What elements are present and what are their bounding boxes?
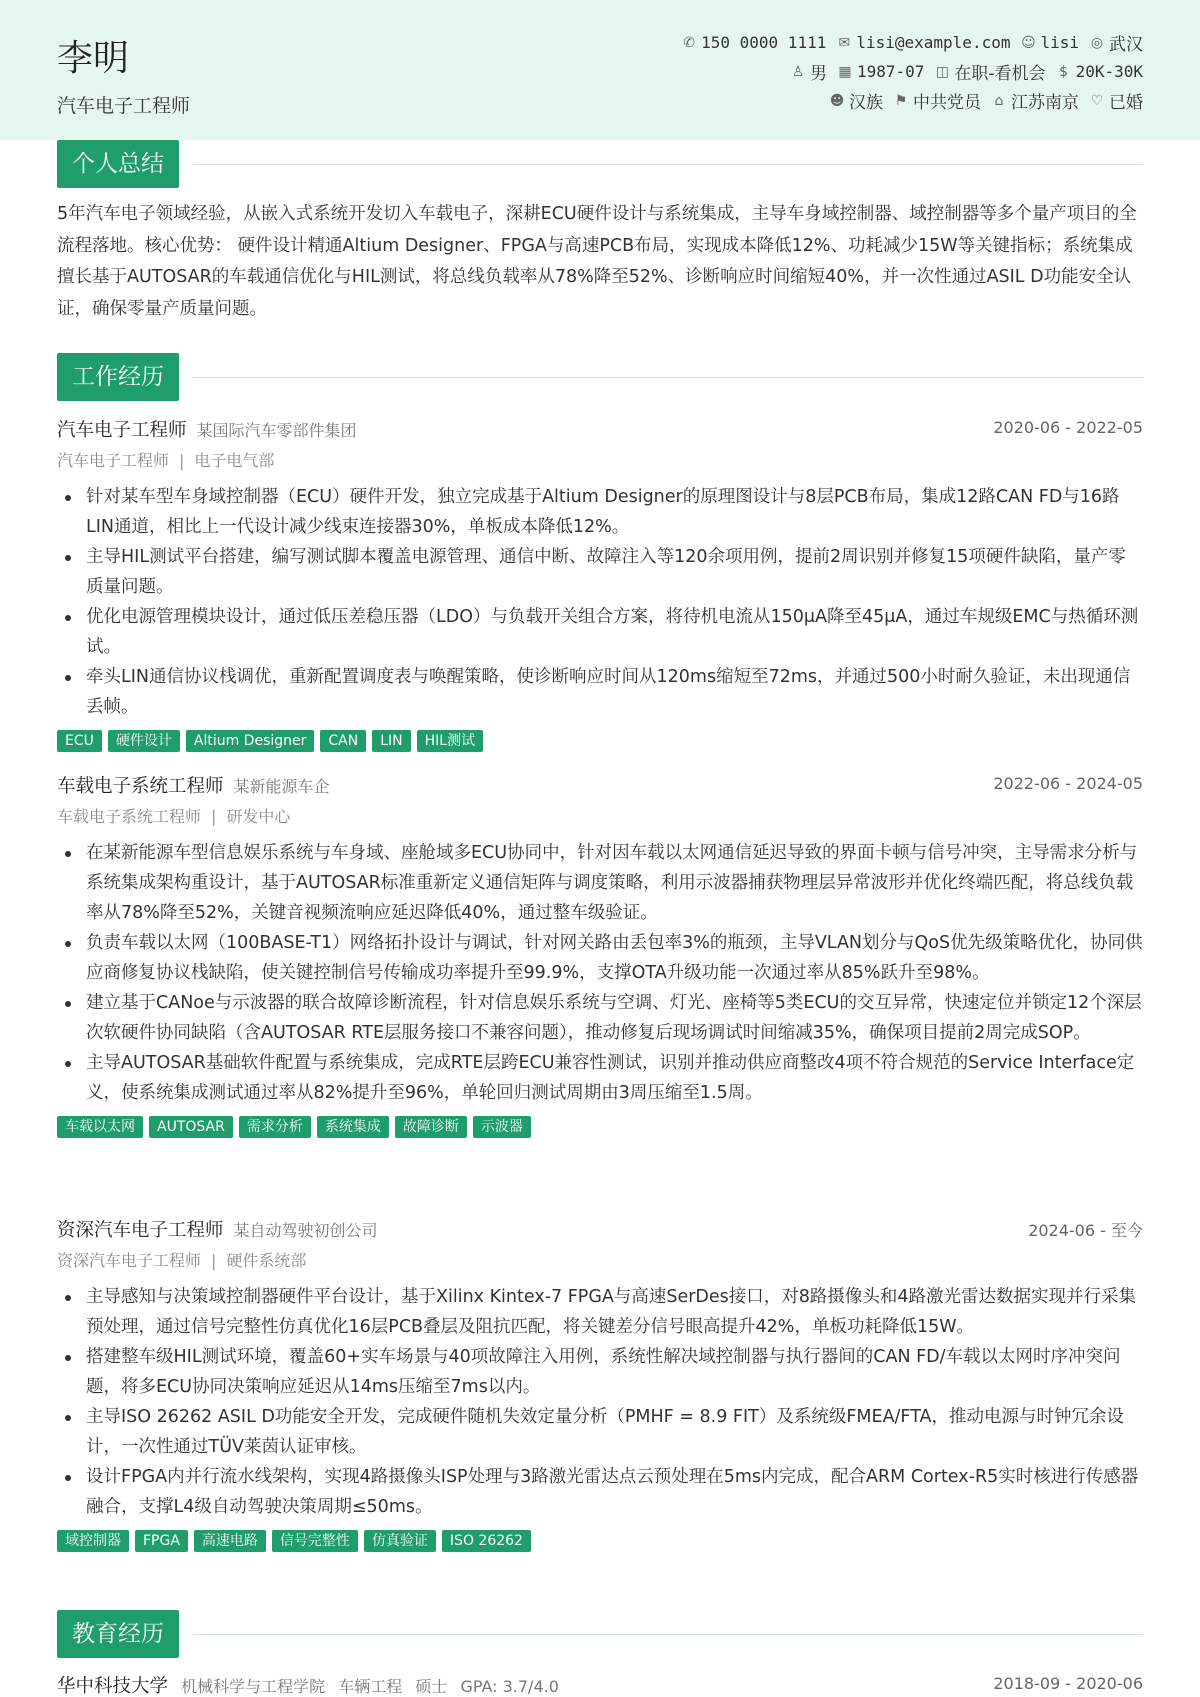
job-bullet: 搭建整车级HIL测试环境，覆盖60+实车场景与40项故障注入用例，系统性解决域控制器与执行器间的CAN FD/车载以太网时序冲突问题，将多ECU协同决策响应延迟从14ms压缩至7ms以内。 xyxy=(57,1342,1143,1402)
edu-date: 2018-09 - 2020-06 xyxy=(993,1674,1143,1693)
job-role: 车载电子系统工程师 xyxy=(57,776,224,797)
politics-value: 中共党员 xyxy=(913,93,981,113)
wechat-value: lisi xyxy=(1040,33,1079,52)
skill-tag: Altium Designer xyxy=(186,730,315,752)
wechat-item xyxy=(1020,33,1079,52)
email-item xyxy=(836,33,1010,52)
email-value: lisi@example.com xyxy=(856,33,1011,52)
ethnicity-value: 汉族 xyxy=(849,93,883,113)
skill-tag: FPGA xyxy=(135,1530,188,1552)
summary-heading-label: 个人总结 xyxy=(57,140,179,188)
people-icon: ☻ xyxy=(829,92,845,109)
separator: | xyxy=(179,451,185,470)
hometown-value: 江苏南京 xyxy=(1011,93,1079,113)
job-position: 汽车电子工程师 xyxy=(57,451,170,470)
job-bullets xyxy=(57,1282,1143,1522)
education-entry xyxy=(57,1672,1143,1697)
skill-tag: 故障诊断 xyxy=(395,1116,467,1138)
job-bullets xyxy=(57,482,1143,722)
ethnicity-item xyxy=(829,88,883,113)
hometown-item xyxy=(991,88,1079,113)
gender-item xyxy=(790,59,827,84)
job-entry xyxy=(57,416,1143,752)
skill-tag: LIN xyxy=(372,730,410,752)
flag-icon: ⚑ xyxy=(894,92,908,109)
job-header xyxy=(57,772,1143,802)
location-pin-icon: ◎ xyxy=(1090,34,1104,51)
job-date: 2024-06 - 至今 xyxy=(1028,1221,1143,1240)
heart-icon: ♡ xyxy=(1090,92,1104,109)
skill-tag: AUTOSAR xyxy=(149,1116,233,1138)
job-bullet: 负责车载以太网（100BASE-T1）网络拓扑设计与调试，针对网关路由丢包率3%的瓶颈，主导VLAN划分与QoS优先级策略优化，协同供应商修复协议栈缺陷，使关键控制信号传输成功率提升至99.9%，支撑OTA升级功能一次通过率从85%跃升至98%。 xyxy=(57,928,1143,988)
job-subline xyxy=(57,802,1143,832)
skill-tag: ECU xyxy=(57,730,102,752)
job-bullet: 优化电源管理模块设计，通过低压差稳压器（LDO）与负载开关组合方案，将待机电流从150μA降至45μA，通过车规级EMC与热循环测试。 xyxy=(57,602,1143,662)
marital-item xyxy=(1089,88,1143,113)
status-item xyxy=(934,59,1045,84)
separator: | xyxy=(211,1251,217,1270)
summary-section-heading xyxy=(57,140,1143,188)
work-section-heading xyxy=(57,353,1143,401)
resume-header xyxy=(0,0,1200,140)
education-section-heading xyxy=(57,1610,1143,1658)
marital-value: 已婚 xyxy=(1109,93,1143,113)
job-department: 电子电气部 xyxy=(194,451,275,470)
mail-icon: ✉ xyxy=(838,34,851,51)
contact-row xyxy=(681,30,1143,55)
job-header xyxy=(57,416,1143,446)
job-entry xyxy=(57,1216,1143,1552)
skill-tag: 示波器 xyxy=(473,1116,531,1138)
birth-item xyxy=(837,62,924,81)
birth-value: 1987-07 xyxy=(856,62,925,81)
candidate-name: 李明 xyxy=(57,38,130,79)
job-subline xyxy=(57,446,1143,476)
job-bullets xyxy=(57,838,1143,1108)
phone-item xyxy=(681,33,826,52)
politics-item xyxy=(893,88,981,113)
money-icon: $ xyxy=(1059,63,1069,80)
salary-value: 20K-30K xyxy=(1075,62,1143,81)
gender-value: 男 xyxy=(809,64,827,84)
job-role: 资深汽车电子工程师 xyxy=(57,1220,224,1241)
job-entry xyxy=(57,772,1143,1138)
job-header xyxy=(57,1216,1143,1246)
separator: | xyxy=(211,807,217,826)
skill-tag: 车载以太网 xyxy=(57,1116,143,1138)
job-department: 研发中心 xyxy=(226,807,291,826)
section-divider xyxy=(193,164,1143,165)
education-heading-label: 教育经历 xyxy=(57,1610,179,1658)
briefcase-icon: ◫ xyxy=(935,63,950,80)
skill-tag: 高速电路 xyxy=(194,1530,266,1552)
job-department: 硬件系统部 xyxy=(226,1251,307,1270)
skill-tag: ISO 26262 xyxy=(442,1530,531,1552)
job-bullet: 设计FPGA内并行流水线架构，实现4路摄像头ISP处理与3路激光雷达点云预处理在5ms内完成，配合ARM Cortex-R5实时核进行传感器融合，支撑L4级自动驾驶决策周期≤50ms。 xyxy=(57,1462,1143,1522)
section-divider xyxy=(193,377,1143,378)
skill-tags xyxy=(57,1116,1143,1138)
home-icon: ⌂ xyxy=(994,92,1004,109)
job-role: 汽车电子工程师 xyxy=(57,420,187,441)
job-bullet: 针对某车型车身域控制器（ECU）硬件开发，独立完成基于Altium Designer的原理图设计与8层PCB布局，集成12路CAN FD与16路LIN通道，相比上一代设计减少线束连接器30%，单板成本降低12%。 xyxy=(57,482,1143,542)
job-subline xyxy=(57,1246,1143,1276)
job-bullet: 主导ISO 26262 ASIL D功能安全开发，完成硬件随机失效定量分析（PMHF = 8.9 FIT）及系统级FMEA/FTA，推动电源与时钟冗余设计，一次性通过TÜV莱茵认证审核。 xyxy=(57,1402,1143,1462)
work-heading-label: 工作经历 xyxy=(57,353,179,401)
candidate-title: 汽车电子工程师 xyxy=(57,95,191,117)
edu-major: 车辆工程 xyxy=(338,1677,403,1696)
section-divider xyxy=(193,1634,1143,1635)
job-bullet: 主导AUTOSAR基础软件配置与系统集成，完成RTE层跨ECU兼容性测试，识别并推动供应商整改4项不符合规范的Service Interface定义，使系统集成测试通过率从82%提升至96%，单轮回归测试周期由3周压缩至1.5周。 xyxy=(57,1048,1143,1108)
calendar-icon: ▦ xyxy=(838,63,852,80)
edu-degree: 硕士 xyxy=(415,1677,448,1696)
job-company: 某新能源车企 xyxy=(233,777,330,796)
skill-tag: 需求分析 xyxy=(239,1116,311,1138)
phone-icon: ✆ xyxy=(683,34,695,51)
job-position: 车载电子系统工程师 xyxy=(57,807,202,826)
skill-tags xyxy=(57,730,1143,752)
skill-tag: CAN xyxy=(320,730,366,752)
wechat-icon: ☺ xyxy=(1021,34,1036,51)
edu-gpa: GPA: 3.7/4.0 xyxy=(460,1677,559,1696)
job-bullet: 牵头LIN通信协议栈调优，重新配置调度表与唤醒策略，使诊断响应时间从120ms缩短至72ms，并通过500小时耐久验证，未出现通信丢帧。 xyxy=(57,662,1143,722)
job-position: 资深汽车电子工程师 xyxy=(57,1251,202,1270)
status-value: 在职-看机会 xyxy=(954,64,1046,84)
skill-tag: 信号完整性 xyxy=(272,1530,358,1552)
salary-item xyxy=(1056,62,1143,81)
edu-school: 华中科技大学 xyxy=(57,1676,169,1697)
job-date: 2022-06 - 2024-05 xyxy=(993,774,1143,793)
person-icon: ♙ xyxy=(791,63,805,80)
job-bullet: 主导HIL测试平台搭建，编写测试脚本覆盖电源管理、通信中断、故障注入等120余项用例，提前2周识别并修复15项硬件缺陷，量产零质量问题。 xyxy=(57,542,1143,602)
job-company: 某国际汽车零部件集团 xyxy=(196,421,357,440)
job-bullet: 建立基于CANoe与示波器的联合故障诊断流程，针对信息娱乐系统与空调、灯光、座椅等5类ECU的交互异常，快速定位并锁定12个深层次软硬件协同缺陷（含AUTOSAR RTE层服务接口不兼容问题），推动修复后现场调试时间缩减35%，确保项目提前2周完成SOP。 xyxy=(57,988,1143,1048)
background-row xyxy=(829,88,1143,113)
personal-row xyxy=(790,59,1143,84)
phone-value: 150 0000 1111 xyxy=(701,33,827,52)
city-item xyxy=(1089,30,1143,55)
job-bullet: 在某新能源车型信息娱乐系统与车身域、座舱域多ECU协同中，针对因车载以太网通信延迟导致的界面卡顿与信号冲突，主导需求分析与系统集成架构重设计，基于AUTOSAR标准重新定义通信矩阵与调度策略，利用示波器捕获物理层异常波形并优化终端匹配，将总线负载率从78%降至52%，关键音视频流响应延迟降低40%，通过整车级验证。 xyxy=(57,838,1143,928)
edu-college: 机械科学与工程学院 xyxy=(181,1677,326,1696)
skill-tag: 仿真验证 xyxy=(364,1530,436,1552)
skill-tag: HIL测试 xyxy=(417,730,483,752)
skill-tag: 硬件设计 xyxy=(108,730,180,752)
city-value: 武汉 xyxy=(1109,35,1143,55)
summary-text: 5年汽车电子领域经验，从嵌入式系统开发切入车载电子，深耕ECU硬件设计与系统集成，主导车身域控制器、域控制器等多个量产项目的全流程落地。核心优势： 硬件设计精通Altium Designer、FPGA与高速PCB布局，实现成本降低12%、功耗减少15W等关键指标；系统集成擅长基于AUTOSAR的车载通信优化与HIL测试，将总线负载率从78%降至52%、诊断响应时间缩短40%，并一次性通过ASIL D功能安全认证，确保零量产质量问题。 xyxy=(57,204,1137,319)
skill-tags xyxy=(57,1530,1143,1552)
job-date: 2020-06 - 2022-05 xyxy=(993,418,1143,437)
job-bullet: 主导感知与决策域控制器硬件平台设计，基于Xilinx Kintex-7 FPGA与高速SerDes接口，对8路摄像头和4路激光雷达数据实现并行采集预处理，通过信号完整性仿真优化16层PCB叠层及阻抗匹配，将关键差分信号眼高提升42%，单板功耗降低15W。 xyxy=(57,1282,1143,1342)
skill-tag: 系统集成 xyxy=(317,1116,389,1138)
skill-tag: 域控制器 xyxy=(57,1530,129,1552)
job-company: 某自动驾驶初创公司 xyxy=(233,1221,378,1240)
